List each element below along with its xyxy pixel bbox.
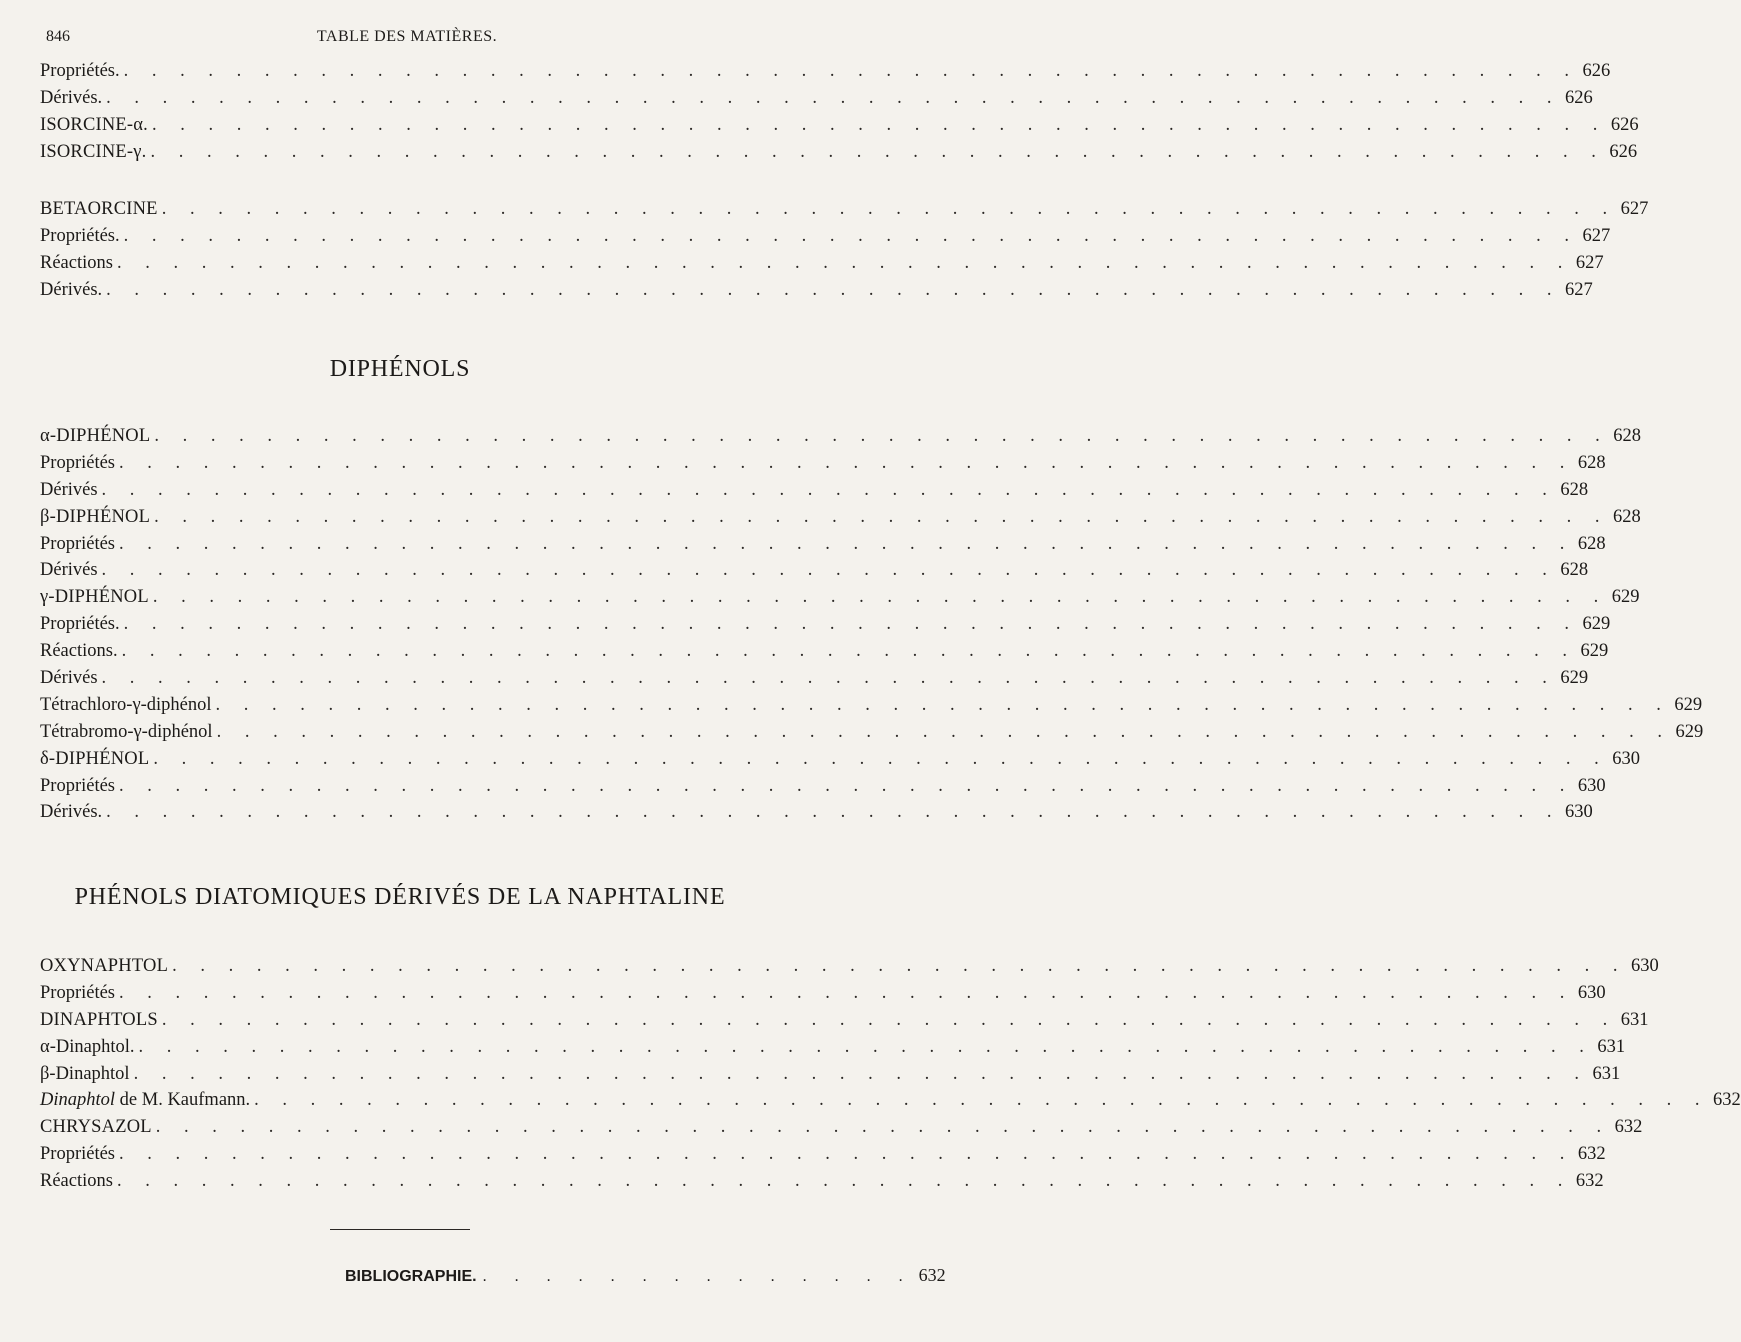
toc-entry — [40, 773, 1606, 800]
entry-page: 629 — [1560, 668, 1589, 689]
entry-page: 632 — [1575, 1171, 1604, 1192]
entry-label: BETAORCINE — [40, 199, 158, 219]
entry-page: 626 — [1565, 87, 1593, 108]
dot-leader: . . . . . . . . . . . . . . . . . . . . . . . . . . . . . . . . . . . . . . . . . . . . . . . . . . . . — [172, 956, 1627, 976]
toc-entry — [40, 139, 1638, 166]
entry-page: 630 — [1577, 775, 1606, 796]
toc-entry — [40, 799, 1593, 826]
dot-leader: . . . . . . . . . . . . . . . . . . . . . . . . . . . . . . . . . . . . . . . . . . . . . . . . . . . . — [161, 199, 1617, 219]
toc-entry — [40, 250, 1604, 277]
entry-label: Réactions — [40, 1171, 113, 1192]
bibliography-page: 632 — [918, 1265, 946, 1285]
dot-leader: . . . . . . . . . . . . . . . . . . . . . . . . . . . . . . . . . . . . . . . . . . . . . . . . . . . . — [133, 1063, 1589, 1084]
dot-leader: . . . . . . . . . . . . . . . . . . . . . . . . . . . . . . . . . . . . . . . . . . . . . . . . . . . . — [101, 668, 1557, 689]
toc-entry — [40, 953, 1659, 980]
dot-leader: . . . . . . . . . . . . . . . . . . . . . . . . . . . . . . . . . . . . . . . . . . . . . . . . . . . . — [119, 533, 1574, 554]
toc-entry — [40, 531, 1606, 558]
entry-label: α-Dinaphtol. — [40, 1036, 135, 1057]
toc-group-naphtaline — [40, 953, 1741, 1195]
entry-label: OXYNAPHTOL — [40, 956, 169, 976]
entry-label: Tétrachloro-γ-diphénol — [40, 694, 212, 715]
divider-rule — [330, 1229, 470, 1230]
bibliography-label: BIBLIOGRAPHIE. — [345, 1268, 477, 1285]
entry-page: 627 — [1582, 225, 1611, 246]
entry-page: 626 — [1610, 114, 1639, 135]
toc-entry — [40, 277, 1593, 304]
entry-label: Propriétés — [40, 533, 116, 554]
entry-page: 626 — [1582, 61, 1611, 81]
entry-page: 632 — [1713, 1090, 1741, 1111]
toc-entry — [40, 112, 1639, 139]
entry-label: Propriétés. — [40, 225, 120, 246]
toc-entry — [40, 584, 1640, 611]
dot-leader: . . . . . . . . . . . . . . . . . . . . . . . . . . . . . . . . . . . . . . . . . . . . . . . . . . . . — [154, 506, 1609, 527]
entry-page: 627 — [1565, 279, 1593, 300]
entry-page: 632 — [1577, 1144, 1606, 1165]
dot-leader: . . . . . . . . . . . . . . . . . . . . . . . . . . . . . . . . . . . . . . . . . . . . . . . . . . . . — [152, 114, 1607, 135]
entry-label: Tétrabromo-γ-diphénol — [40, 721, 213, 742]
entry-label — [40, 1087, 254, 1114]
page-number: 846 — [46, 28, 70, 45]
entry-label: Dérivés. — [40, 87, 103, 108]
toc-entry — [40, 1061, 1621, 1088]
toc-entry — [40, 223, 1611, 250]
running-title: TABLE DES MATIÈRES. — [316, 28, 498, 45]
dot-leader: . . . . . . . . . . . . . . . . . . . . . . . . . . . . . . . . . . . . . . . . . . . . . . . . . . . . — [119, 1144, 1574, 1165]
entry-page: 628 — [1577, 533, 1606, 554]
dot-leader: . . . . . . . . . . . . . . . . . . . . . . . . . . . . . . . . . . . . . . . . . . . . . . . . . . . . — [152, 587, 1608, 608]
entry-page: 629 — [1582, 614, 1611, 635]
toc-entry — [40, 477, 1589, 504]
dot-leader: . . . . . . . . . . . . . . . . . . . . . . . . . . . . . . . . . . . . . . . . . . . . . . . . . . . . — [161, 1009, 1617, 1030]
toc-entry — [40, 1141, 1606, 1168]
dot-leader: . . . . . . . . . . . . . . . . . . . . . . . . . . . . . . . . . . . . . . . . . . . . . . . . . . . . — [123, 614, 1579, 635]
toc-entry — [40, 1087, 1741, 1114]
toc-entry — [40, 504, 1641, 531]
entry-page: 631 — [1620, 1009, 1649, 1030]
dot-leader: . . . . . . . . . . . . . . . . . . . . . . . . . . . . . . . . . . . . . . . . . . . . . . . . . . . . — [106, 802, 1562, 823]
entry-label-italic: Dinaphtol — [40, 1090, 116, 1111]
entry-label: Propriétés — [40, 982, 116, 1003]
entry-label: δ-DIPHÉNOL — [40, 748, 150, 769]
dot-leader: . . . . . . . . . . . . . . . . . . . . . . . . . . . . . . . . . . . . . . . . . . . . . . . . . . . . — [216, 721, 1672, 742]
dot-leader: . . . . . . . . . . . . . . . . . . . . . . . . . . . . . . . . . . . . . . . . . . . . . . . . . . . . — [116, 1171, 1572, 1192]
entry-label: Propriétés — [40, 452, 116, 473]
toc-entry — [40, 58, 1611, 85]
toc-entry — [40, 611, 1611, 638]
entry-label: Dérivés — [40, 479, 98, 500]
toc-entry — [40, 85, 1593, 112]
entry-page: 630 — [1577, 982, 1606, 1003]
entry-label: Réactions. — [40, 641, 118, 662]
entry-label: Dérivés. — [40, 279, 103, 300]
section-title-diphenols: DIPHÉNOLS — [329, 356, 471, 382]
entry-label: Dérivés — [40, 560, 98, 581]
dot-leader: . . . . . . . . . . . . . . . . . . . . . . . . . . . . . . . . . . . . . . . . . . . . . . . . . . . . — [138, 1036, 1594, 1057]
toc-entry — [40, 692, 1703, 719]
entry-label: Propriétés. — [40, 61, 120, 81]
dot-leader: . . . . . . . . . . . . . . . . . . . . . . . . . . . . . . . . . . . . . . . . . . . . . . . . . . . . — [155, 1117, 1611, 1138]
toc-group-diphenols — [40, 423, 1704, 826]
entry-page: 631 — [1597, 1036, 1626, 1057]
toc-entry — [40, 450, 1606, 477]
entry-label: Propriétés — [40, 1144, 116, 1165]
toc-entry — [40, 196, 1649, 223]
entry-page: 630 — [1630, 956, 1659, 976]
entry-label: Propriétés. — [40, 614, 120, 635]
dot-leader: . . . . . . . . . . . . . . . . . . . . . . . . . . . . . . . . . . . . . . . . . . . . . . . . . . . . — [254, 1090, 1710, 1111]
entry-page: 632 — [1614, 1117, 1643, 1138]
dot-leader: . . . . . . . . . . . . . . . . . . . . . . . . . . . . . . . . . . . . . . . . . . . . . . . . . . . . — [106, 279, 1562, 300]
entry-label: Dérivés — [40, 668, 98, 689]
toc-entry — [40, 1168, 1604, 1195]
dot-leader: . . . . . . . . . . . . . . . . . . . . . . . . . . . . . . . . . . . . . . . . . . . . . . . . . . . . — [101, 479, 1557, 500]
entry-label: γ-DIPHÉNOL — [40, 587, 149, 608]
entry-label-rest: de M. Kaufmann. — [115, 1090, 251, 1111]
toc-entry — [40, 423, 1641, 450]
toc-group-betaorcine — [40, 196, 1649, 304]
entry-page: 630 — [1565, 802, 1593, 823]
dot-leader: . . . . . . . . . . . . . . — [482, 1268, 915, 1285]
dot-leader: . . . . . . . . . . . . . . . . . . . . . . . . . . . . . . . . . . . . . . . . . . . . . . . . . . . . — [119, 452, 1574, 473]
entry-label: Réactions — [40, 252, 113, 273]
entry-label: ISORCINE-γ. — [40, 141, 147, 162]
entry-page: 628 — [1560, 560, 1589, 581]
entry-page: 628 — [1613, 426, 1641, 446]
entry-label: Dérivés. — [40, 802, 103, 823]
entry-page: 627 — [1575, 252, 1604, 273]
page-header — [46, 24, 768, 54]
entry-label: CHRYSAZOL — [40, 1117, 152, 1138]
dot-leader: . . . . . . . . . . . . . . . . . . . . . . . . . . . . . . . . . . . . . . . . . . . . . . . . . . . . — [101, 560, 1557, 581]
dot-leader: . . . . . . . . . . . . . . . . . . . . . . . . . . . . . . . . . . . . . . . . . . . . . . . . . . . . — [119, 982, 1574, 1003]
entry-page: 626 — [1609, 141, 1638, 162]
entry-page: 630 — [1612, 748, 1640, 769]
toc-entry — [40, 665, 1589, 692]
dot-leader: . . . . . . . . . . . . . . . . . . . . . . . . . . . . . . . . . . . . . . . . . . . . . . . . . . . . — [154, 426, 1610, 446]
section-title-naphtaline: PHÉNOLS DIATOMIQUES DÉRIVÉS DE LA NAPHTALINE — [74, 884, 726, 910]
entry-label: β-DIPHÉNOL — [40, 506, 151, 527]
dot-leader: . . . . . . . . . . . . . . . . . . . . . . . . . . . . . . . . . . . . . . . . . . . . . . . . . . . . — [215, 694, 1671, 715]
entry-label: ISORCINE-α. — [40, 114, 148, 135]
entry-label: α-DIPHÉNOL — [40, 426, 151, 446]
entry-page: 629 — [1580, 641, 1609, 662]
toc-entry — [40, 1114, 1643, 1141]
entry-page: 629 — [1675, 721, 1704, 742]
entry-page: 628 — [1612, 506, 1641, 527]
entry-page: 631 — [1592, 1063, 1621, 1084]
entry-page: 628 — [1560, 479, 1589, 500]
dot-leader: . . . . . . . . . . . . . . . . . . . . . . . . . . . . . . . . . . . . . . . . . . . . . . . . . . . . — [123, 225, 1579, 246]
toc-entry — [40, 1034, 1626, 1061]
dot-leader: . . . . . . . . . . . . . . . . . . . . . . . . . . . . . . . . . . . . . . . . . . . . . . . . . . . . — [153, 748, 1609, 769]
toc-entry — [40, 1007, 1649, 1034]
toc-entry — [40, 746, 1640, 773]
dot-leader: . . . . . . . . . . . . . . . . . . . . . . . . . . . . . . . . . . . . . . . . . . . . . . . . . . . . — [123, 61, 1579, 81]
entry-page: 627 — [1620, 199, 1649, 219]
toc-group-isorcine — [40, 58, 1639, 166]
entry-page: 629 — [1674, 694, 1703, 715]
dot-leader: . . . . . . . . . . . . . . . . . . . . . . . . . . . . . . . . . . . . . . . . . . . . . . . . . . . . — [150, 141, 1606, 162]
dot-leader: . . . . . . . . . . . . . . . . . . . . . . . . . . . . . . . . . . . . . . . . . . . . . . . . . . . . — [106, 87, 1562, 108]
bibliography-entry — [345, 1265, 946, 1286]
toc-entry — [40, 980, 1606, 1007]
toc-entry — [40, 719, 1704, 746]
dot-leader: . . . . . . . . . . . . . . . . . . . . . . . . . . . . . . . . . . . . . . . . . . . . . . . . . . . . — [119, 775, 1574, 796]
entry-page: 629 — [1611, 587, 1640, 608]
entry-label: DINAPHTOLS — [40, 1009, 158, 1030]
toc-entry — [40, 638, 1609, 665]
toc-entry — [40, 557, 1589, 584]
dot-leader: . . . . . . . . . . . . . . . . . . . . . . . . . . . . . . . . . . . . . . . . . . . . . . . . . . . . — [121, 641, 1577, 662]
entry-page: 628 — [1577, 452, 1606, 473]
dot-leader: . . . . . . . . . . . . . . . . . . . . . . . . . . . . . . . . . . . . . . . . . . . . . . . . . . . . — [116, 252, 1572, 273]
entry-label: Propriétés — [40, 775, 116, 796]
entry-label: β-Dinaphtol — [40, 1063, 130, 1084]
